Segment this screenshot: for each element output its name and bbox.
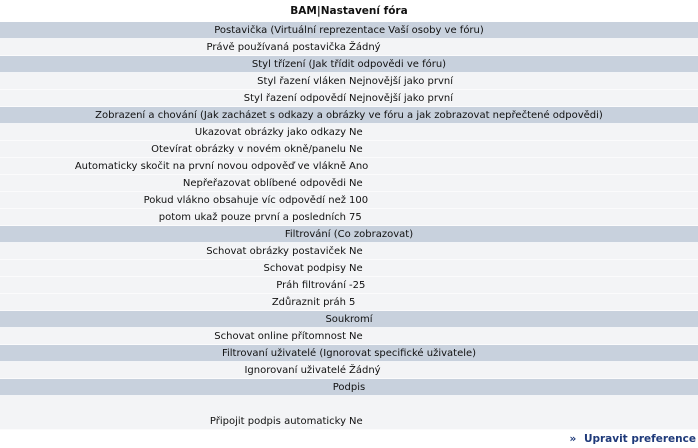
setting-value: Nejnovější jako první xyxy=(349,93,454,104)
setting-label: Právě používaná postavička xyxy=(206,42,346,53)
section-header: Filtrování (Co zobrazovat) xyxy=(0,226,698,243)
setting-value: Ne xyxy=(349,331,363,342)
setting-label: Schovat online přítomnost xyxy=(214,331,346,342)
setting-label: Styl řazení odpovědí xyxy=(243,93,346,104)
setting-value: Ne xyxy=(349,246,363,257)
setting-value: Ne xyxy=(349,144,363,155)
setting-label: Schovat obrázky postaviček xyxy=(206,246,346,257)
setting-row xyxy=(0,328,698,345)
setting-value: 5 xyxy=(349,297,356,308)
setting-label: Schovat podpisy xyxy=(263,263,346,274)
setting-value: Ano xyxy=(349,161,369,172)
section-header: Soukromí xyxy=(0,311,698,328)
setting-row xyxy=(0,73,698,90)
setting-label: potom ukaž pouze první a posledních xyxy=(158,212,346,223)
setting-row xyxy=(0,260,698,277)
setting-row xyxy=(0,209,698,226)
section-header: Podpis xyxy=(0,379,698,396)
spacer-row xyxy=(0,396,698,413)
double-chevron-right-icon: » xyxy=(569,433,577,445)
setting-row xyxy=(0,39,698,56)
setting-value: Žádný xyxy=(349,365,381,376)
setting-row xyxy=(0,362,698,379)
setting-label: Nepřeřazovat oblíbené odpovědi xyxy=(182,178,346,189)
section-header: Zobrazení a chování (Jak zacházet s odkazy a obrázky ve fóru a jak zobrazovat nepřečtené odpovědi) xyxy=(0,107,698,124)
setting-row xyxy=(0,413,698,430)
setting-value: Ne xyxy=(349,178,363,189)
setting-label: Otevírat obrázky v novém okně/panelu xyxy=(151,144,346,155)
setting-row xyxy=(0,294,698,311)
setting-value: Žádný xyxy=(349,42,381,53)
setting-label: Připojit podpis automaticky xyxy=(209,416,346,427)
setting-label: Práh filtrování xyxy=(276,280,346,291)
setting-row xyxy=(0,243,698,260)
setting-value: Ne xyxy=(349,127,363,138)
setting-label: Ignorovaní uživatelé xyxy=(244,365,346,376)
setting-row xyxy=(0,175,698,192)
setting-row xyxy=(0,192,698,209)
setting-value: Ne xyxy=(349,416,363,427)
setting-label: Ukazovat obrázky jako odkazy xyxy=(194,127,346,138)
setting-row xyxy=(0,124,698,141)
setting-value: 75 xyxy=(349,212,362,223)
setting-value: Ne xyxy=(349,263,363,274)
section-header: Postavička (Virtuální reprezentace Vaší osoby ve fóru) xyxy=(0,22,698,39)
setting-row xyxy=(0,90,698,107)
footer xyxy=(0,430,698,448)
setting-row xyxy=(0,277,698,294)
setting-row xyxy=(0,158,698,175)
setting-label: Styl řazení vláken xyxy=(257,76,346,87)
setting-value: 100 xyxy=(349,195,369,206)
edit-preferences-link[interactable]: Upravit preference xyxy=(583,433,696,445)
settings-table xyxy=(0,22,698,430)
section-header: Styl třízení (Jak třídit odpovědi ve fóru) xyxy=(0,56,698,73)
setting-row xyxy=(0,141,698,158)
page-title: BAM|Nastavení fóra xyxy=(290,5,408,17)
setting-label: Zdůraznit práh xyxy=(271,297,346,308)
setting-value: Nejnovější jako první xyxy=(349,76,454,87)
section-header: Filtrovaní uživatelé (Ignorovat specifické uživatele) xyxy=(0,345,698,362)
setting-label: Automaticky skočit na první novou odpověď ve vlákně xyxy=(74,161,346,172)
setting-label: Pokud vlákno obsahuje víc odpovědí než xyxy=(143,195,346,206)
setting-value: -25 xyxy=(349,280,366,291)
